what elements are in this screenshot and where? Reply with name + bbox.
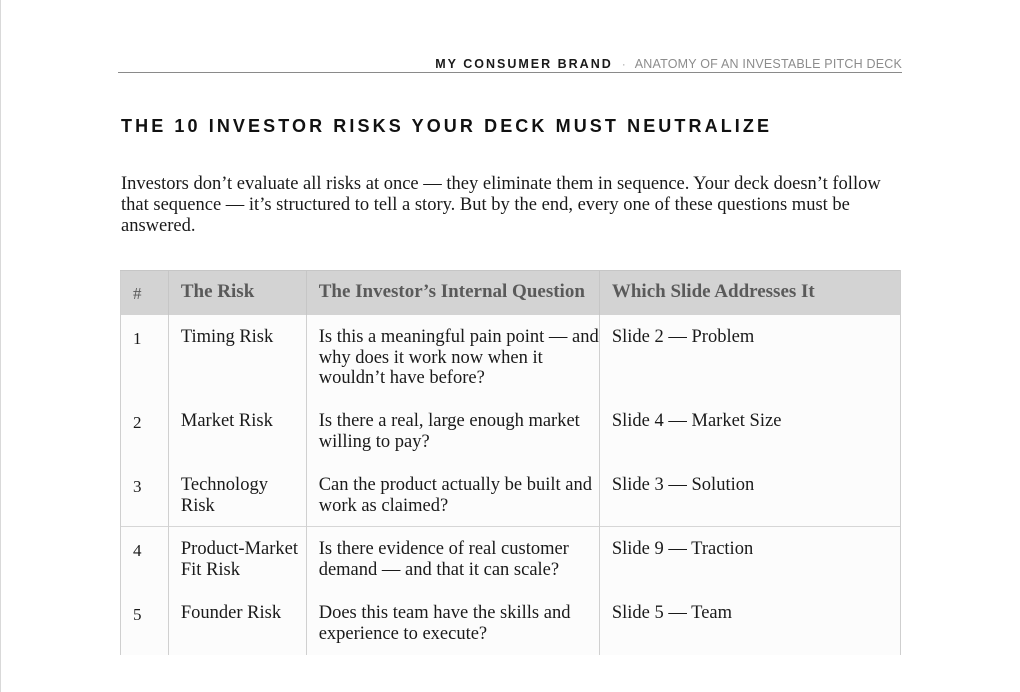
header-separator: · (621, 57, 626, 71)
column-header-number: # (121, 271, 169, 315)
header-divider (118, 72, 902, 73)
addressing-slide: Slide 4 — Market Size (599, 399, 900, 463)
risk-number: 1 (121, 315, 169, 399)
addressing-slide: Slide 3 — Solution (599, 463, 900, 527)
risk-number: 5 (121, 591, 169, 655)
intro-paragraph: Investors don’t evaluate all risks at once — they eliminate them in sequence. Your deck doesn’t follow that sequence — it’s structured to tell a story. But by the end, every one of these questions must be answered. (121, 174, 881, 236)
brand-name: MY CONSUMER BRAND (435, 57, 613, 71)
risk-name: Founder Risk (168, 591, 306, 655)
table-row (121, 315, 901, 399)
table-row (121, 527, 901, 591)
table-header-row (121, 271, 901, 315)
running-header (435, 55, 902, 73)
risk-number: 2 (121, 399, 169, 463)
risk-name: Market Risk (168, 399, 306, 463)
risk-number: 3 (121, 463, 169, 527)
column-header-risk: The Risk (168, 271, 306, 315)
risk-number: 4 (121, 527, 169, 591)
table-row (121, 399, 901, 463)
risk-name: Timing Risk (168, 315, 306, 399)
section-title: THE 10 INVESTOR RISKS YOUR DECK MUST NEUTRALIZE (121, 116, 773, 136)
addressing-slide: Slide 9 — Traction (599, 527, 900, 591)
investor-question: Can the product actually be built and work as claimed? (306, 463, 599, 527)
investor-question: Does this team have the skills and experience to execute? (306, 591, 599, 655)
page-edge (0, 0, 1, 692)
investor-question: Is there a real, large enough market willing to pay? (306, 399, 599, 463)
column-header-slide: Which Slide Addresses It (599, 271, 900, 315)
risk-name: Product-Market Fit Risk (168, 527, 306, 591)
addressing-slide: Slide 2 — Problem (599, 315, 900, 399)
investor-question: Is this a meaningful pain point — and why does it work now when it wouldn’t have before? (306, 315, 599, 399)
risk-name: Technology Risk (168, 463, 306, 527)
column-header-question: The Investor’s Internal Question (306, 271, 599, 315)
risks-table (120, 270, 901, 655)
document-title: ANATOMY OF AN INVESTABLE PITCH DECK (634, 57, 902, 71)
addressing-slide: Slide 5 — Team (599, 591, 900, 655)
investor-question: Is there evidence of real customer demand — and that it can scale? (306, 527, 599, 591)
table-row (121, 591, 901, 655)
table-row (121, 463, 901, 527)
